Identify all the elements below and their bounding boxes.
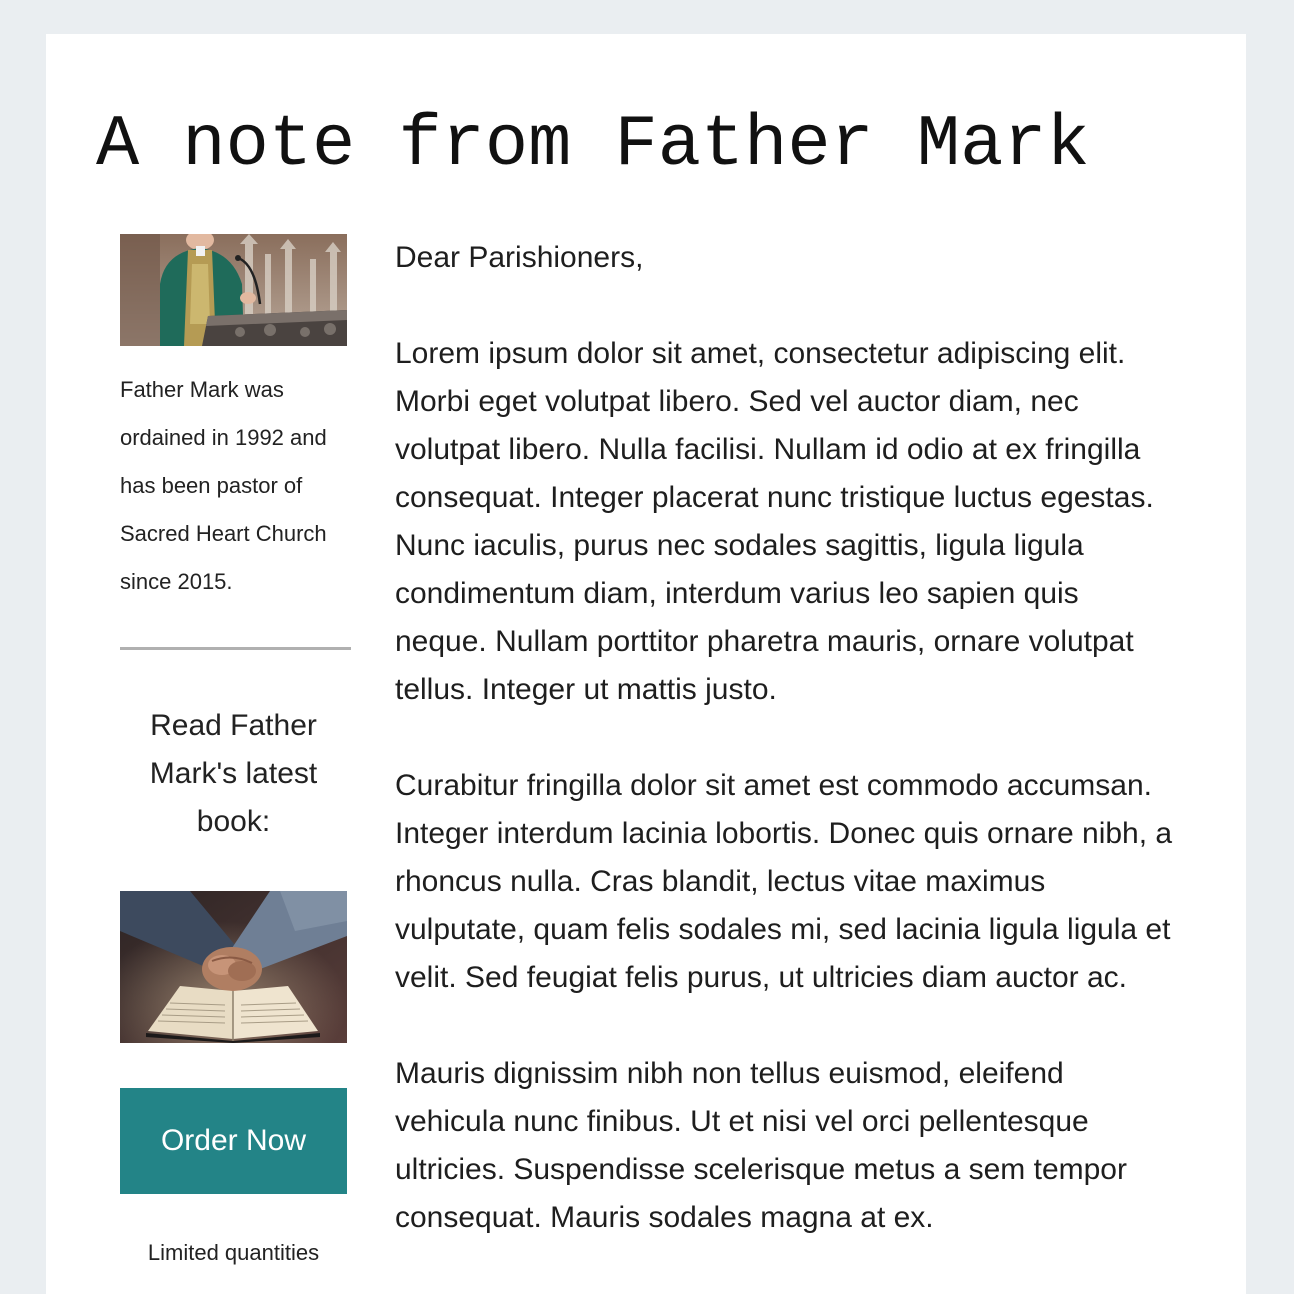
letter-paragraph: Curabitur fringilla dolor sit amet est commodo accumsan. Integer interdum lacinia lobortis. Donec quis ornare nibh, a rhoncus nulla. Cras blandit, lectus vitae maximus vulputate, quam felis sodales mi, sed lacinia ligula ligula et velit. Sed feugiat felis purus, ut ultricies diam auctor ac. <box>395 769 1173 994</box>
letter-paragraph: Mauris dignissim nibh non tellus euismod, eleifend vehicula nunc finibus. Ut et nisi vel orci pellentesque ultricies. Suspendisse scelerisque metus a sem tempor consequat. Mauris sodales magna at ex. <box>395 1057 1127 1234</box>
book-photo-icon <box>120 891 347 1043</box>
sidebar-divider <box>120 647 351 650</box>
letter-greeting: Dear Parishioners, <box>395 241 644 274</box>
bio-text: Father Mark was ordained in 1992 and has been pastor of Sacred Heart Church since 2015. <box>120 377 327 594</box>
book-promo-text: Read Father Mark's latest book: <box>149 709 318 838</box>
letter-body <box>395 234 1175 1290</box>
page-title: A note from Father Mark <box>96 104 1090 186</box>
letter-paragraph: Lorem ipsum dolor sit amet, consectetur adipiscing elit. Morbi eget volutpat libero. Sed vel auctor diam, nec volutpat libero. Nulla facilisi. Nullam id odio at ex fringilla consequat. Integer placerat nunc tristique luctus egestas. Nunc iaculis, purus nec sodales sagittis, ligula ligula condimentum diam, interdum varius leo sapien quis neque. Nullam porttitor pharetra mauris, ornare volutpat tellus. Integer ut mattis justo. <box>395 337 1154 706</box>
order-now-button[interactable]: Order Now <box>120 1088 347 1194</box>
content-card <box>46 34 1246 1294</box>
limited-quantities-text: Limited quantities <box>147 1240 320 1265</box>
priest-photo-icon <box>120 234 347 346</box>
